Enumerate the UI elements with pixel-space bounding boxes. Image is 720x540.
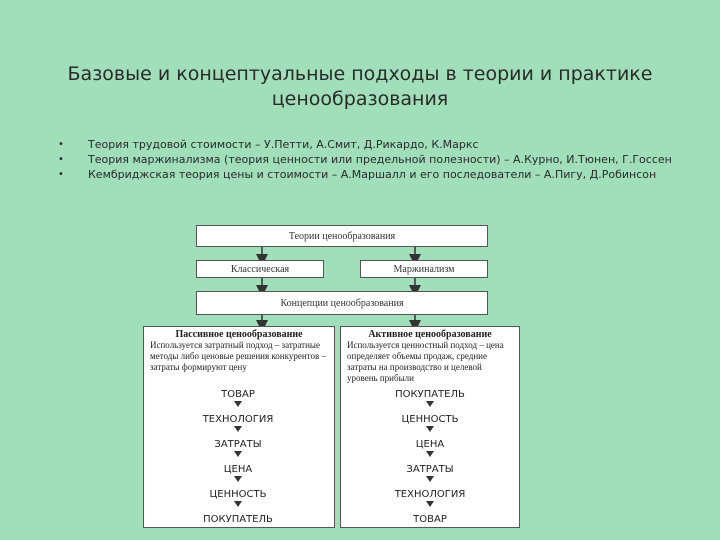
flow-item: ПОКУПАТЕЛЬ [360,388,500,413]
flow-item: ПОКУПАТЕЛЬ [203,514,273,525]
down-arrow-icon [234,476,242,482]
classical-box: Классическая [196,260,324,278]
bullet-item: • Теория трудовой стоимости – У.Петти, А.Смит, Д.Рикардо, К.Маркс [58,138,678,151]
down-arrow-icon [234,401,242,407]
flow-item: ТЕХНОЛОГИЯ [360,488,500,513]
flow-item: ТОВАР [168,388,308,413]
down-arrow-icon [426,501,434,507]
down-arrow-icon [234,451,242,457]
flow-item: ЦЕННОСТЬ [360,413,500,438]
concepts-box: Концепции ценообразования [196,291,488,315]
active-flow [360,388,500,538]
down-arrow-icon [426,451,434,457]
bullet-item: • Кембриджская теория цены и стоимости – А.Маршалл и его последователи – А.Пигу, Д.Робинсон [58,168,678,181]
flow-item: ЗАТРАТЫ [360,463,500,488]
active-description: Используется ценностный подход – цена определяет объемы продаж, средние затраты на производство и целевой уровень прибыли [347,340,504,383]
bullet-item: • Теория маржинализма (теория ценности или предельной полезности) – А.Курно, И.Тюнен, Г.Госсен [58,153,678,166]
flow-item: ТЕХНОЛОГИЯ [168,413,308,438]
down-arrow-icon [426,401,434,407]
theories-box: Теории ценообразования [196,225,488,247]
title-line-1: Базовые и концептуальные подходы в теории и практике [67,63,653,85]
flow-item: ЦЕННОСТЬ [168,488,308,513]
active-header: Активное ценообразование [368,329,492,340]
down-arrow-icon [234,426,242,432]
flow-item: ЦЕНА [360,438,500,463]
down-arrow-icon [426,426,434,432]
marginalism-box: Маржинализм [360,260,488,278]
flow-item: ТОВАР [413,514,447,525]
title-line-2: ценообразования [271,88,449,110]
flow-item: ЦЕНА [168,463,308,488]
passive-flow [168,388,308,538]
passive-description: Используется затратный подход – затратные методы либо ценовые решения конкурентов – затраты формируют цену [150,340,326,372]
flow-item: ЗАТРАТЫ [168,438,308,463]
passive-header: Пассивное ценообразование [175,329,303,340]
down-arrow-icon [234,501,242,507]
down-arrow-icon [426,476,434,482]
